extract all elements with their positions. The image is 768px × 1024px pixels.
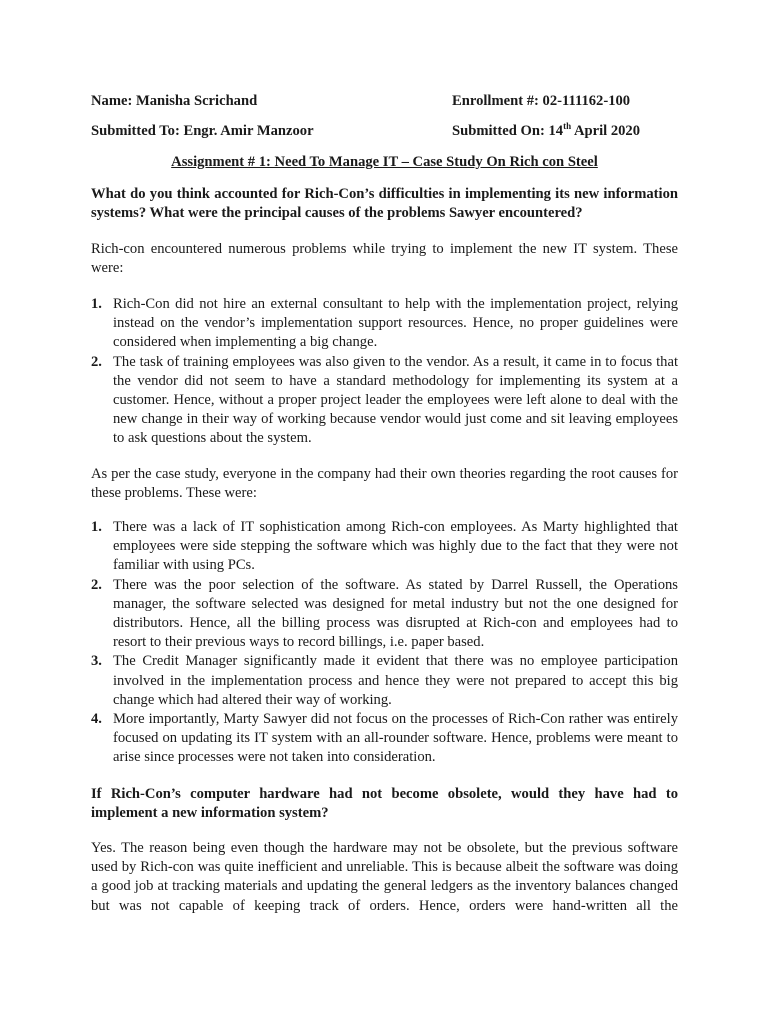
- list-item: 2. There was the poor selection of the software. As stated by Darrel Russell, the Operations manager, the software selected was designed for metal industry but not the one designed for distributors. Hence, all the billing process was disrupted at Rich-con and employees had to resort to their previous ways to record billings, i.e. paper based.: [91, 576, 678, 651]
- question-1: What do you think accounted for Rich-Con’s difficulties in implementing its new information systems? What were the principal causes of the problems Sawyer encountered?: [91, 186, 678, 222]
- list-item: 2. The task of training employees was also given to the vendor. As a result, it came in to focus that the vendor did not seem to have a standard methodology for implementing its system at a customer. Hence, without a proper project leader the employees were left alone to deal with the new change in their way of working because vendor would just come and sit leaving employees to ask questions about the system.: [91, 353, 678, 447]
- submitted-on: Submitted On: 14th April 2020: [452, 121, 641, 139]
- intro-paragraph-1: Rich-con encountered numerous problems while trying to implement the new IT system. These were:: [91, 241, 678, 277]
- list-item: 1. There was a lack of IT sophistication among Rich-con employees. As Marty highlighted that employees were side stepping the software which was highly due to the fact that they were not familiar with using PCs.: [91, 519, 678, 574]
- intro-paragraph-2: As per the case study, everyone in the company had their own theories regarding the root causes for these problems. These were:: [91, 466, 678, 502]
- enrollment-number: Enrollment #: 02-111162-100: [452, 93, 631, 109]
- student-name: Name: Manisha Scrichand: [91, 93, 258, 109]
- answer-paragraph-2: Yes. The reason being even though the hardware may not be obsolete, but the previous software used by Rich-con was quite inefficient and unreliable. This is because albeit the software was doing a good job at tracking materials and updating the general ledgers as the inventory balances changed but was not capable of keeping track of orders. Hence, orders were hand-written all the: [91, 840, 678, 914]
- assignment-title: Assignment # 1: Need To Manage IT – Case Study On Rich con Steel: [171, 154, 598, 170]
- list-item: 4. More importantly, Marty Sawyer did not focus on the processes of Rich-Con rather was entirely focused on updating its IT system with an all-rounder software. Hence, problems were meant to arise since processes were not taken into consideration.: [91, 711, 678, 766]
- list-item: 1. Rich-Con did not hire an external consultant to help with the implementation project, relying instead on the vendor’s implementation support resources. Hence, no proper guidelines were considered when implementing a big change.: [91, 296, 678, 351]
- problems-list: [91, 295, 678, 449]
- root-causes-list: [91, 518, 678, 768]
- submitted-to: Submitted To: Engr. Amir Manzoor: [91, 123, 314, 139]
- list-item: 3. The Credit Manager significantly made it evident that there was no employee participation involved in the implementation process and hence they were not prepared to accept this big change which had altered their way of working.: [91, 653, 678, 708]
- question-2: If Rich-Con’s computer hardware had not become obsolete, would they have had to implement a new information system?: [91, 786, 678, 822]
